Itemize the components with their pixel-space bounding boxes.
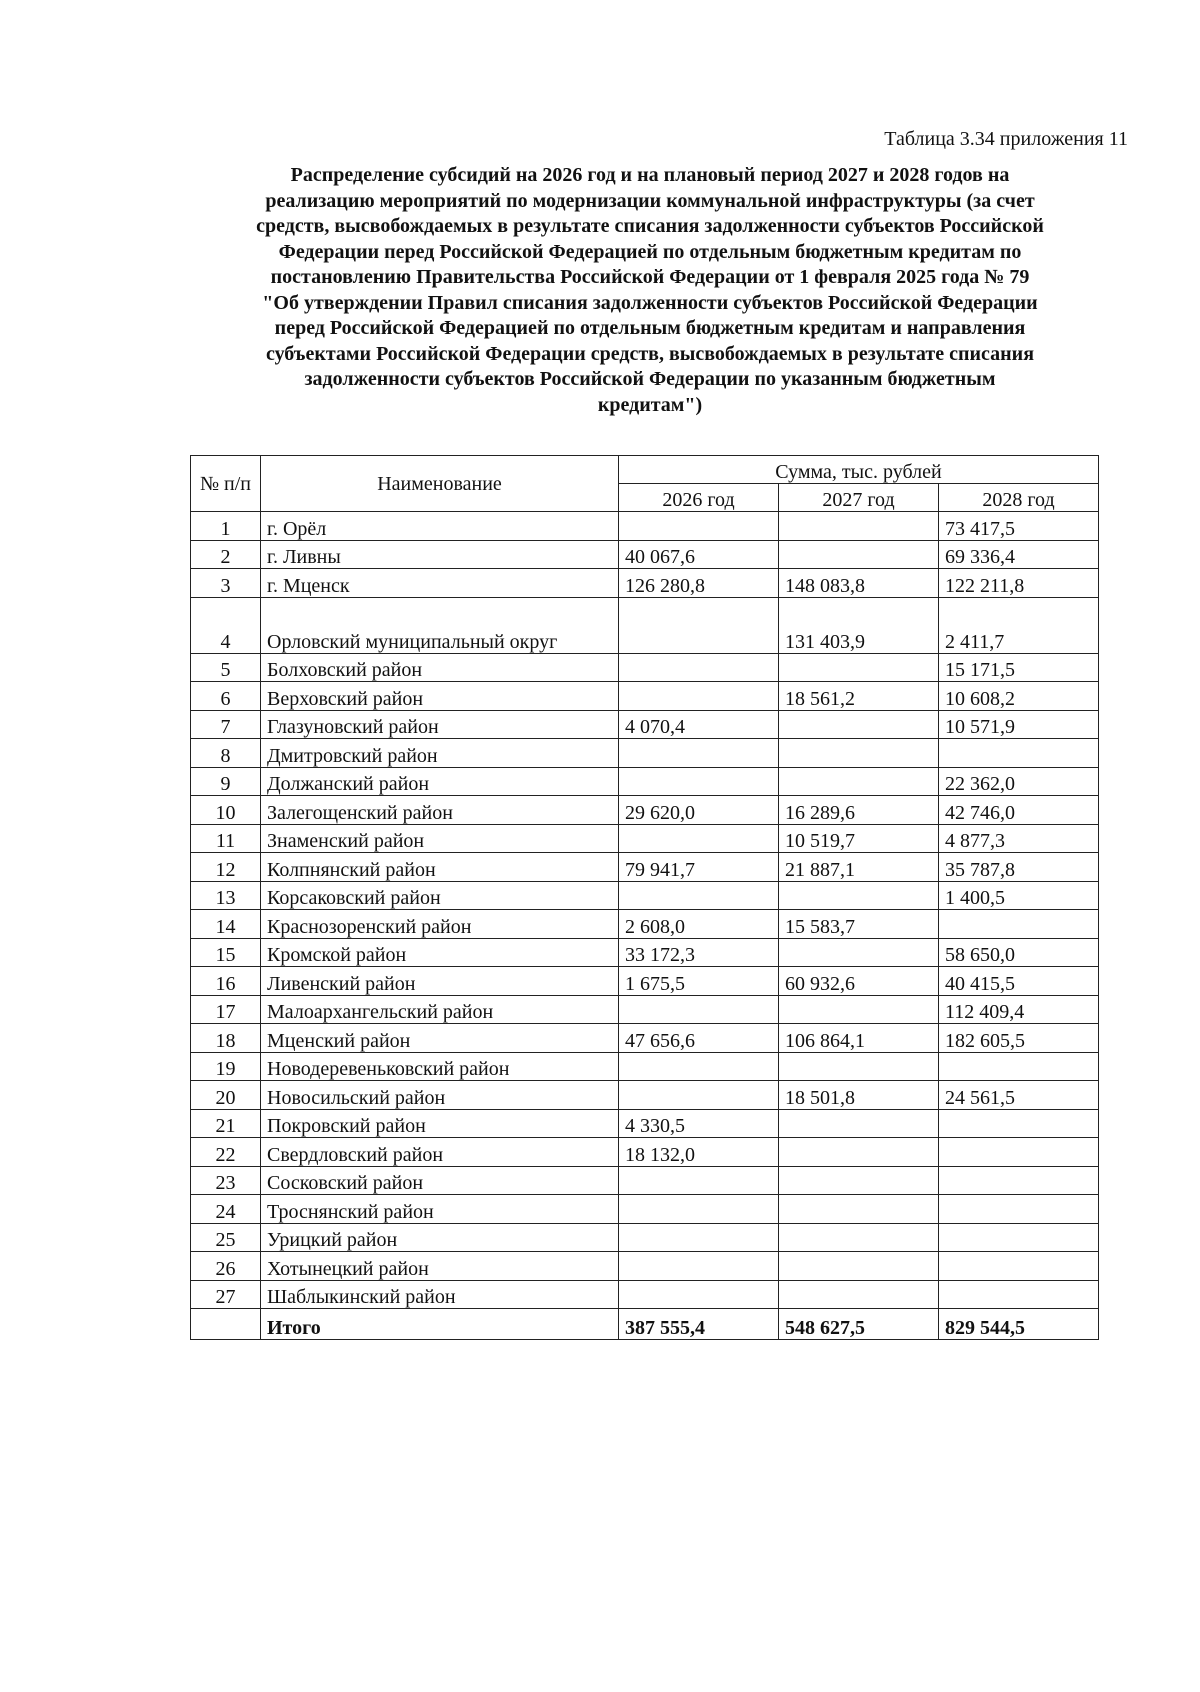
header-year-2026: 2026 год: [619, 484, 779, 512]
row-name: Свердловский район: [261, 1138, 619, 1167]
row-name: Сосковский район: [261, 1166, 619, 1195]
row-2028: 35 787,8: [939, 853, 1099, 882]
row-2027: [779, 540, 939, 569]
row-2027: [779, 1195, 939, 1224]
row-2026: [619, 1223, 779, 1252]
row-2026: 29 620,0: [619, 796, 779, 825]
row-name: Болховский район: [261, 653, 619, 682]
row-number: 26: [191, 1252, 261, 1281]
total-2028: 829 544,5: [939, 1309, 1099, 1340]
row-name: Мценский район: [261, 1024, 619, 1053]
table-row: [191, 1280, 1099, 1309]
row-number: 25: [191, 1223, 261, 1252]
row-2028: 182 605,5: [939, 1024, 1099, 1053]
row-2028: [939, 1166, 1099, 1195]
row-2027: 21 887,1: [779, 853, 939, 882]
row-2027: [779, 1138, 939, 1167]
header-sum: Сумма, тыс. рублей: [619, 456, 1099, 484]
title-line: кредитам"): [597, 393, 703, 416]
row-number: 14: [191, 910, 261, 939]
row-2026: 47 656,6: [619, 1024, 779, 1053]
row-name: г. Мценск: [261, 569, 619, 598]
row-number: 7: [191, 710, 261, 739]
row-2026: [619, 767, 779, 796]
row-number: 1: [191, 512, 261, 541]
row-2028: 42 746,0: [939, 796, 1099, 825]
row-2027: [779, 1109, 939, 1138]
header-year-2027: 2027 год: [779, 484, 939, 512]
row-name: Верховский район: [261, 682, 619, 711]
row-2028: 40 415,5: [939, 967, 1099, 996]
row-2028: [939, 1252, 1099, 1281]
row-2026: 1 675,5: [619, 967, 779, 996]
row-2026: 2 608,0: [619, 910, 779, 939]
row-name: Дмитровский район: [261, 739, 619, 768]
row-number: 17: [191, 995, 261, 1024]
table-row: [191, 739, 1099, 768]
row-2027: [779, 1223, 939, 1252]
title-line: средств, высвобождаемых в результате списания задолженности субъектов Российской: [256, 215, 1044, 237]
row-number: 10: [191, 796, 261, 825]
row-2028: [939, 1109, 1099, 1138]
row-2027: 10 519,7: [779, 824, 939, 853]
row-2026: 33 172,3: [619, 938, 779, 967]
row-2028: [939, 1223, 1099, 1252]
row-number: 15: [191, 938, 261, 967]
row-name: Кромской район: [261, 938, 619, 967]
row-name: Орловский муниципальный округ: [261, 597, 619, 653]
row-number: 27: [191, 1280, 261, 1309]
table-reference: Таблица 3.34 приложения 11: [884, 128, 1128, 150]
row-number: 9: [191, 767, 261, 796]
total-2026: 387 555,4: [619, 1309, 779, 1340]
row-number: 4: [191, 597, 261, 653]
row-name: г. Ливны: [261, 540, 619, 569]
row-number: 13: [191, 881, 261, 910]
row-2026: [619, 1052, 779, 1081]
row-2028: [939, 739, 1099, 768]
row-2028: 10 571,9: [939, 710, 1099, 739]
row-name: Хотынецкий район: [261, 1252, 619, 1281]
row-number: 6: [191, 682, 261, 711]
row-2028: 24 561,5: [939, 1081, 1099, 1110]
table-row: [191, 512, 1099, 541]
header-name: Наименование: [261, 456, 619, 512]
row-2026: [619, 1195, 779, 1224]
row-name: Урицкий район: [261, 1223, 619, 1252]
row-name: Должанский район: [261, 767, 619, 796]
row-number: 11: [191, 824, 261, 853]
row-name: Ливенский район: [261, 967, 619, 996]
row-2026: [619, 881, 779, 910]
total-row: [191, 1309, 1099, 1340]
row-2027: [779, 653, 939, 682]
row-name: Глазуновский район: [261, 710, 619, 739]
row-name: Малоархангельский район: [261, 995, 619, 1024]
row-2028: [939, 1280, 1099, 1309]
title-line: "Об утверждении Правил списания задолженности субъектов Российской Федерации: [262, 291, 1038, 314]
row-2027: 18 561,2: [779, 682, 939, 711]
table-row: [191, 853, 1099, 882]
row-number: 16: [191, 967, 261, 996]
row-2027: [779, 1252, 939, 1281]
table-row: [191, 967, 1099, 996]
row-2026: [619, 597, 779, 653]
table-row: [191, 1052, 1099, 1081]
row-2027: [779, 1052, 939, 1081]
row-2028: [939, 1195, 1099, 1224]
row-number: 5: [191, 653, 261, 682]
row-2027: [779, 881, 939, 910]
row-2026: [619, 995, 779, 1024]
row-2027: 15 583,7: [779, 910, 939, 939]
row-name: Троснянский район: [261, 1195, 619, 1224]
table-row: [191, 653, 1099, 682]
row-name: Залегощенский район: [261, 796, 619, 825]
row-number: 12: [191, 853, 261, 882]
table-row: [191, 1166, 1099, 1195]
table-row: [191, 710, 1099, 739]
row-name: Корсаковский район: [261, 881, 619, 910]
row-2028: 69 336,4: [939, 540, 1099, 569]
row-name: Новосильский район: [261, 1081, 619, 1110]
table-row: [191, 1024, 1099, 1053]
row-2026: [619, 824, 779, 853]
row-number: 3: [191, 569, 261, 598]
row-2027: 18 501,8: [779, 1081, 939, 1110]
table-row: [191, 995, 1099, 1024]
title-line: перед Российской Федерацией по отдельным бюджетным кредитам и направления: [274, 317, 1026, 339]
row-2027: [779, 710, 939, 739]
row-name: Покровский район: [261, 1109, 619, 1138]
row-name: г. Орёл: [261, 512, 619, 541]
row-2028: [939, 910, 1099, 939]
row-2027: [779, 995, 939, 1024]
total-label: Итого: [261, 1309, 619, 1340]
row-name: Знаменский район: [261, 824, 619, 853]
row-2028: [939, 1138, 1099, 1167]
table-row: [191, 796, 1099, 825]
row-2027: 148 083,8: [779, 569, 939, 598]
table-row: [191, 1081, 1099, 1110]
row-2028: 58 650,0: [939, 938, 1099, 967]
row-2027: 16 289,6: [779, 796, 939, 825]
row-2028: [939, 1052, 1099, 1081]
row-2027: [779, 767, 939, 796]
row-number: 21: [191, 1109, 261, 1138]
table-row: [191, 824, 1099, 853]
header-number: № п/п: [191, 456, 261, 512]
row-number: 2: [191, 540, 261, 569]
document-title: [160, 163, 1140, 418]
row-2028: 22 362,0: [939, 767, 1099, 796]
title-line: Распределение субсидий на 2026 год и на плановый период 2027 и 2028 годов на: [290, 164, 1010, 186]
row-2028: 4 877,3: [939, 824, 1099, 853]
row-number: 24: [191, 1195, 261, 1224]
row-name: Колпнянский район: [261, 853, 619, 882]
subsidy-table: [190, 455, 1099, 1340]
row-2027: [779, 512, 939, 541]
row-2026: [619, 512, 779, 541]
row-2028: 73 417,5: [939, 512, 1099, 541]
table-row: [191, 682, 1099, 711]
row-2026: 18 132,0: [619, 1138, 779, 1167]
table-row: [191, 597, 1099, 653]
row-2027: [779, 1166, 939, 1195]
table-row: [191, 1138, 1099, 1167]
title-line: реализацию мероприятий по модернизации коммунальной инфраструктуры (за счет: [265, 189, 1035, 212]
title-line: субъектами Российской Федерации средств, высвобождаемых в результате списания: [265, 342, 1035, 365]
table-row: [191, 767, 1099, 796]
row-2026: [619, 1280, 779, 1309]
total-number-cell: [191, 1309, 261, 1340]
row-2027: 131 403,9: [779, 597, 939, 653]
row-2026: 126 280,8: [619, 569, 779, 598]
row-2026: [619, 1252, 779, 1281]
header-year-2028: 2028 год: [939, 484, 1099, 512]
row-2026: [619, 653, 779, 682]
title-line: задолженности субъектов Российской Федерации по указанным бюджетным: [304, 368, 996, 390]
row-number: 18: [191, 1024, 261, 1053]
table-row: [191, 540, 1099, 569]
row-number: 8: [191, 739, 261, 768]
row-2028: 15 171,5: [939, 653, 1099, 682]
row-number: 23: [191, 1166, 261, 1195]
row-2026: 79 941,7: [619, 853, 779, 882]
row-2026: 40 067,6: [619, 540, 779, 569]
row-2027: 106 864,1: [779, 1024, 939, 1053]
table-row: [191, 569, 1099, 598]
row-2027: [779, 938, 939, 967]
row-2026: [619, 1166, 779, 1195]
row-2028: 1 400,5: [939, 881, 1099, 910]
row-number: 19: [191, 1052, 261, 1081]
table-row: [191, 1109, 1099, 1138]
table-body: [191, 512, 1099, 1309]
row-2026: [619, 1081, 779, 1110]
table-row: [191, 910, 1099, 939]
row-2028: 2 411,7: [939, 597, 1099, 653]
row-2028: 122 211,8: [939, 569, 1099, 598]
row-2026: [619, 682, 779, 711]
row-2028: 112 409,4: [939, 995, 1099, 1024]
row-2026: 4 070,4: [619, 710, 779, 739]
row-2028: 10 608,2: [939, 682, 1099, 711]
table-row: [191, 1223, 1099, 1252]
row-name: Новодеревеньковский район: [261, 1052, 619, 1081]
row-2027: [779, 739, 939, 768]
total-2027: 548 627,5: [779, 1309, 939, 1340]
title-line: Федерации перед Российской Федерацией по отдельным бюджетным кредитам по: [278, 240, 1022, 263]
row-2027: 60 932,6: [779, 967, 939, 996]
row-name: Шаблыкинский район: [261, 1280, 619, 1309]
table-row: [191, 938, 1099, 967]
row-number: 20: [191, 1081, 261, 1110]
row-2027: [779, 1280, 939, 1309]
row-number: 22: [191, 1138, 261, 1167]
row-name: Краснозоренский район: [261, 910, 619, 939]
row-2026: 4 330,5: [619, 1109, 779, 1138]
table-row: [191, 1252, 1099, 1281]
title-line: постановлению Правительства Российской Федерации от 1 февраля 2025 года № 79: [270, 266, 1030, 288]
row-2026: [619, 739, 779, 768]
table-row: [191, 881, 1099, 910]
table-row: [191, 1195, 1099, 1224]
